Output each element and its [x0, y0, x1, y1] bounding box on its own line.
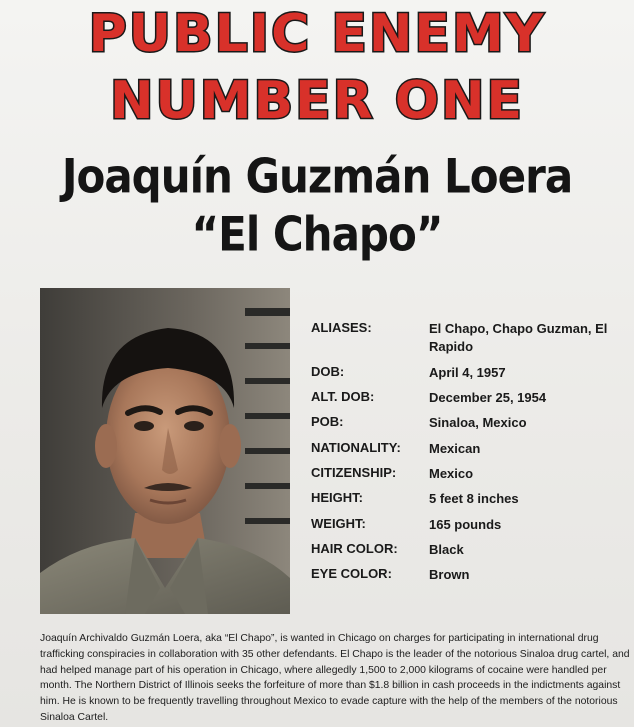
fact-label: EYE COLOR: [311, 566, 392, 581]
fact-value: El Chapo, Chapo Guzman, El Rapido [429, 321, 608, 354]
fact-value: April 4, 1957 [429, 365, 506, 380]
fact-label: HAIR COLOR: [311, 541, 398, 556]
subject-nickname: “El Chapo” [191, 207, 443, 262]
fact-value: Sinaloa, Mexico [429, 415, 527, 430]
description-paragraph: Joaquín Archivaldo Guzmán Loera, aka “El Chapo”, is wanted in Chicago on charges for participating in international drug trafficking conspiracies in collaboration with 35 other defendants. El Chapo is the leader of the notorious Sinaloa drug cartel, and had helped manage part of his operation in Chicago, where allegedly 1,500 to 2,000 kilograms of cocaine were handled per month. The Northern District of Illinois seeks the forfeiture of more than $1.8 billion in cash proceeds in the indictments against him. He is known to be frequently travelling throughout Mexico to evade capture with the help of the members of the notorious Sinaloa Cartel. [40, 633, 630, 723]
fact-value: Brown [429, 567, 470, 582]
fact-label: ALIASES: [311, 320, 372, 335]
fact-label: ALT. DOB: [311, 389, 375, 404]
fact-label: NATIONALITY: [311, 440, 401, 455]
fact-value: 5 feet 8 inches [429, 491, 519, 506]
fact-value: Black [429, 542, 464, 557]
fact-value: Mexico [429, 466, 474, 481]
mugshot-illustration-icon [40, 288, 290, 614]
fact-value: 165 pounds [429, 517, 502, 532]
subject-name: Joaquín Guzmán Loera [61, 149, 573, 204]
fact-value: Mexican [429, 441, 481, 456]
fact-label: CITIZENSHIP: [311, 465, 397, 480]
headline-line-1: PUBLIC ENEMY [88, 4, 546, 64]
fact-label: HEIGHT: [311, 490, 363, 505]
fact-label: POB: [311, 414, 344, 429]
headline-line-2: NUMBER ONE [109, 71, 525, 131]
fact-value: December 25, 1954 [429, 390, 547, 405]
fact-label: DOB: [311, 364, 345, 379]
fact-label: WEIGHT: [311, 516, 366, 531]
mugshot-photo [40, 288, 290, 614]
